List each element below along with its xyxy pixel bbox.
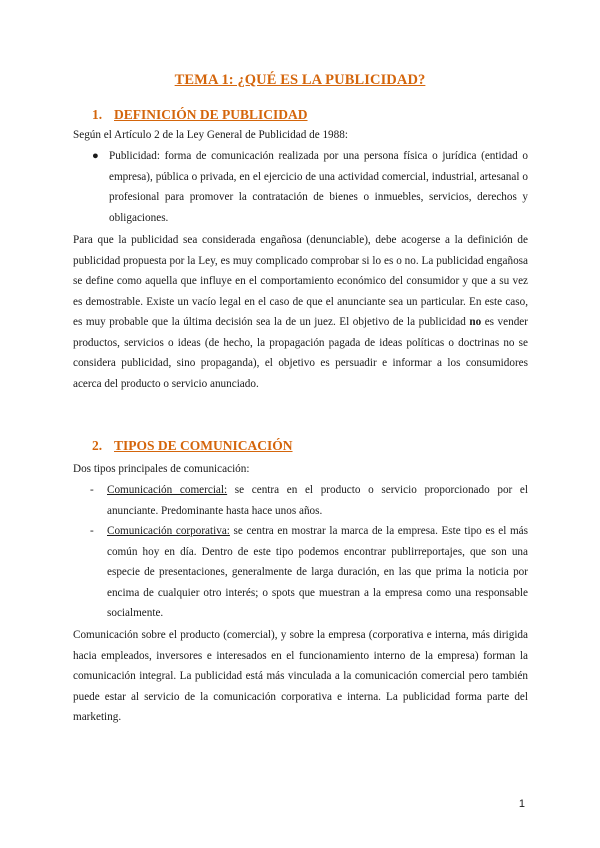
bullet-list (92, 146, 528, 228)
list-item (90, 480, 528, 521)
list-item-text: se centra en mostrar la marca de la empresa. Este tipo es el más común hoy en día. Dentro de este tipo podemos encontrar publirreportajes, que son una especie de presentaciones, generalmente de larga duración, en las que prima la noticia por encima de cualquier otro interés; o spots que muestran a la empresa como una responsable socialmente. (107, 525, 528, 619)
section-title: DEFINICIÓN DE PUBLICIDAD (114, 107, 308, 122)
list-item (92, 146, 528, 228)
dash-list (90, 480, 528, 624)
page-number: 1 (518, 798, 525, 810)
section-intro: Según el Artículo 2 de la Ley General de Publicidad de 1988: (73, 129, 348, 141)
paragraph-text: Para que la publicidad sea considerada engañosa (denunciable), debe acogerse a la definición de publicidad propuesta por la Ley, es muy complicado comprobar si lo es o no. La publicidad engañosa se define como aquella que influye en el comportamiento económico del consumidor y que a su vez es demostrable. Existe un vacío legal en el caso de que el anunciante sea un particular. En este caso, es muy probable que la última decisión sea la de un juez. El objetivo de la publicidad (73, 234, 528, 328)
list-item-term: Comunicación corporativa: (107, 525, 230, 537)
section-title: TIPOS DE COMUNICACIÓN (114, 438, 293, 453)
list-item-text: Publicidad: forma de comunicación realizada por una persona física o jurídica (entidad o empresa), pública o privada, en el ejercicio de una actividad comercial, industrial, artesanal o profesional para promover la contratación de bienes o inmuebles, servicios, derechos y obligaciones. (109, 150, 528, 224)
list-item (90, 521, 528, 624)
page-title: TEMA 1: ¿QUÉ ES LA PUBLICIDAD? (174, 72, 426, 88)
paragraph-text: es vender productos, servicios o ideas (de hecho, la propagación pagada de ideas políticas o doctrinas no se considera publicidad, sino propaganda), el objetivo es persuadir e informar a los consumidores acerca del producto o servicio anunciado. (73, 316, 528, 390)
section-number: 1. (92, 107, 103, 122)
section-intro: Dos tipos principales de comunicación: (73, 463, 250, 475)
emphasis-text: no (469, 316, 482, 328)
body-paragraph (73, 230, 528, 394)
list-item-text: se centra en el producto o servicio proporcionado por el anunciante. Predominante hasta hace unos años. (107, 484, 528, 517)
body-paragraph: Comunicación sobre el producto (comercial), y sobre la empresa (corporativa e interna, más dirigida hacia empleados, inversores e interesados en el funcionamiento interno de la empresa) forman la comunicación integral. La publicidad está más vinculada a la comunicación comercial pero también puede estar al servicio de la comunicación corporativa e interna. La publicidad forma parte del marketing. (73, 629, 528, 723)
dash-bullet-icon: - (90, 484, 94, 496)
section-heading-definicion (92, 107, 308, 123)
section-heading-tipos (92, 438, 293, 454)
section-number: 2. (92, 438, 103, 453)
dash-bullet-icon: - (90, 525, 94, 537)
bullet-dot-icon: ● (92, 150, 99, 162)
list-item-term: Comunicación comercial: (107, 484, 228, 496)
